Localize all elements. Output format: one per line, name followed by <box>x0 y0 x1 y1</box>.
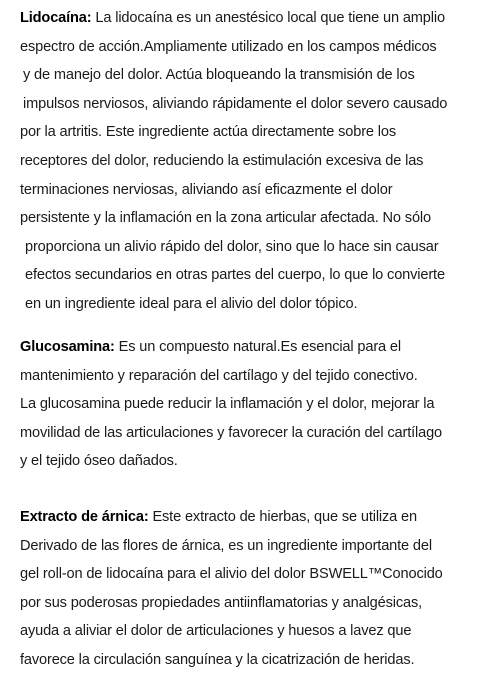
paragraph-line: y el tejido óseo dañados. <box>20 453 178 470</box>
paragraph-text: Es un compuesto natural.Es esencial para el <box>114 339 401 355</box>
paragraph-line: favorece la circulación sanguínea y la cicatrización de heridas. <box>20 651 415 668</box>
paragraph-line: receptores del dolor, reduciendo la estimulación excesiva de las <box>20 152 424 169</box>
paragraph-line <box>20 333 470 362</box>
paragraph-line: Derivado de las flores de árnica, es un ingrediente importante del <box>20 537 432 554</box>
paragraph-line: espectro de acción.Ampliamente utilizado en los campos médicos <box>20 38 437 55</box>
paragraph-line <box>20 503 470 532</box>
paragraph-line: ayuda a aliviar el dolor de articulaciones y huesos a lavez que <box>20 623 412 640</box>
paragraph-line: efectos secundarios en otras partes del cuerpo, lo que lo convierte <box>25 267 445 284</box>
paragraph-line: La glucosamina puede reducir la inflamación y el dolor, mejorar la <box>20 396 435 413</box>
paragraph-line: mantenimiento y reparación del cartílago y del tejido conectivo. <box>20 367 418 384</box>
paragraph-line <box>20 4 470 33</box>
ingredient-term: Lidocaína: <box>20 10 92 26</box>
paragraph-arnica <box>20 503 470 675</box>
ingredient-term: Extracto de árnica: <box>20 509 149 525</box>
paragraph-line: impulsos nerviosos, aliviando rápidamente el dolor severo causado <box>23 95 448 112</box>
paragraph-glucosamina <box>20 333 470 476</box>
paragraph-line: gel roll-on de lidocaína para el alivio del dolor BSWELL™Conocido <box>20 566 443 583</box>
paragraph-line: persistente y la inflamación en la zona articular afectada. No sólo <box>20 210 431 227</box>
paragraph-text: Este extracto de hierbas, que se utiliza en <box>148 509 417 525</box>
paragraph-line: movilidad de las articulaciones y favorecer la curación del cartílago <box>20 424 443 441</box>
paragraph-text: La lidocaína es un anestésico local que tiene un amplio <box>91 10 445 26</box>
paragraph-line: proporciona un alivio rápido del dolor, sino que lo hace sin causar <box>25 238 439 255</box>
paragraph-line: por sus poderosas propiedades antiinflamatorias y analgésicas, <box>20 594 422 611</box>
paragraph-line: terminaciones nerviosas, aliviando así eficazmente el dolor <box>20 181 393 198</box>
paragraph-line: en un ingrediente ideal para el alivio del dolor tópico. <box>25 295 358 312</box>
paragraph-line: por la artritis. Este ingrediente actúa directamente sobre los <box>20 124 397 141</box>
paragraph-line: y de manejo del dolor. Actúa bloqueando la transmisión de los <box>23 67 415 84</box>
paragraph-lidocaina <box>20 4 470 319</box>
ingredient-term: Glucosamina: <box>20 339 115 355</box>
